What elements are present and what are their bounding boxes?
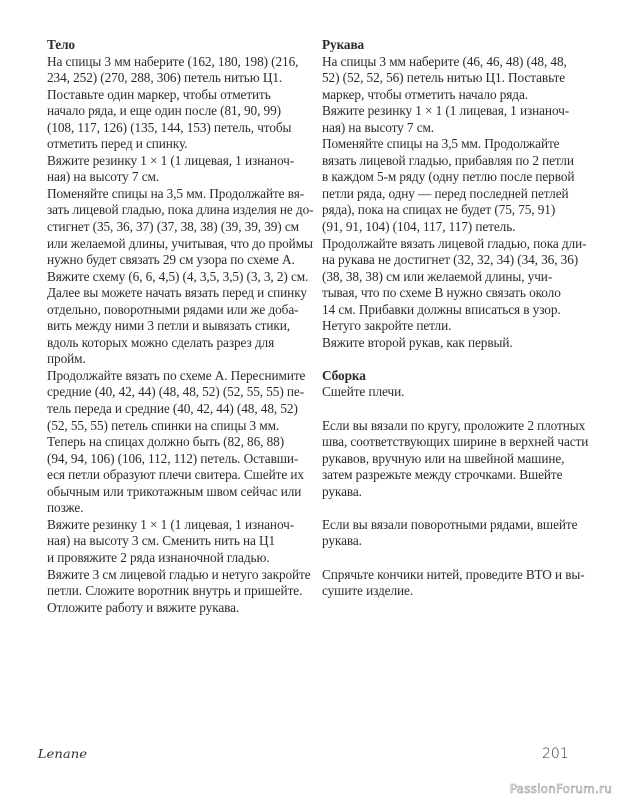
paragraph [322,418,602,501]
text-line: обычным или трикотажным швом сейчас или [47,483,302,499]
body-section-text [47,54,327,617]
text-line: петли ряда, одну — перед последней петлей [322,185,569,201]
text-line: тель переда и средние (40, 42, 44) (48, 48, 52) [47,401,298,417]
sleeves-assembly-column [322,37,602,600]
paragraph [322,384,602,401]
paragraph-gap [322,401,602,418]
text-line: Вяжите схему (6, 6, 4,5) (4, 3,5, 3,5) (3, 3, 2) см. [47,268,309,284]
text-line: зать лицевой гладью, пока длина изделия не до- [47,202,314,218]
text-line: ная) на высоту 7 см. [47,169,160,185]
text-line: Поставьте один маркер, чтобы отметить [47,86,271,102]
author-signature: Lenane [37,747,88,761]
paragraph [322,567,602,600]
text-line: Если вы вязали поворотными рядами, вшейте [322,516,578,532]
text-line: отметить перед и спинку. [47,136,188,152]
text-line: сушите изделие. [322,583,414,599]
text-line: 52) (52, 52, 56) петель нитью Ц1. Поставьте [322,70,566,86]
assembly-section [322,368,602,600]
text-line: Поменяйте спицы на 3,5 мм. Продолжайте вя- [47,185,305,201]
text-line: Спрячьте кончики нитей, проведите ВТО и вы- [322,566,585,582]
text-line: вязать лицевой гладью, прибавляя по 2 петли [322,152,574,168]
section-title-sleeves: Рукава [322,37,365,52]
body-section [47,37,327,616]
text-line: Вяжите резинку 1 × 1 (1 лицевая, 1 изнаноч- [47,152,295,168]
text-line: Поменяйте спицы на 3,5 мм. Продолжайте [322,136,560,152]
text-line: (91, 91, 104) (104, 117, 117) петель. [322,219,516,235]
text-line: Отложите работу и вяжите рукава. [47,599,240,615]
text-line: Вяжите резинку 1 × 1 (1 лицевая, 1 изнаноч- [47,516,295,532]
text-line: стигнет (35, 36, 37) (37, 38, 38) (39, 39, 39) см [47,219,299,235]
text-line: 14 см. Прибавки должны вписаться в узор. [322,301,561,317]
text-line: рукава. [322,533,362,549]
text-line: шва, соответствующих ширине в верхней части [322,434,589,450]
text-line: маркер, чтобы отметить начало ряда. [322,86,528,102]
text-line: (38, 38, 38) см или желаемой длины, учи- [322,268,553,284]
text-line: затем разрежьте между строчками. Вшейте [322,467,563,483]
text-line: тывая, что по схеме В нужно связать около [322,285,561,301]
text-line: начало ряда, и еще один после (81, 90, 99) [47,103,281,119]
paragraph-gap [322,550,602,567]
text-line: пройм. [47,351,86,367]
text-line: (94, 94, 106) (106, 112, 112) петель. Оставши- [47,450,299,466]
text-line: ряда), пока на спицах не будет (75, 75, 91) [322,202,556,218]
section-title-body: Тело [47,37,75,52]
assembly-section-text [322,384,602,599]
text-line: на рукава не достигнет (32, 32, 34) (34, 36, 36) [322,252,579,268]
text-line: средние (40, 42, 44) (48, 48, 52) (52, 55, 55) пе- [47,384,305,400]
text-line: петли. Сложите воротник внутрь и пришейте. [47,583,303,599]
sleeves-section-text [322,54,602,352]
text-line: еся петли образуют плечи свитера. Сшейте их [47,467,304,483]
text-line: и провяжите 2 ряда изнаночной гладью. [47,549,270,565]
text-line: Далее вы можете начать вязать перед и спинку [47,285,307,301]
text-line: 234, 252) (270, 288, 306) петель нитью Ц1. [47,70,283,86]
text-line: Продолжайте вязать лицевой гладью, пока дли- [322,235,587,251]
text-line: Теперь на спицах должно быть (82, 86, 88) [47,434,285,450]
page-number: 201 [542,746,569,762]
text-line: Сшейте плечи. [322,384,405,400]
text-line: рукава. [322,483,362,499]
text-line: или желаемой длины, учитывая, что до проймы [47,235,313,251]
text-line: ная) на высоту 3 см. Сменить нить на Ц1 [47,533,276,549]
section-title-assembly: Сборка [322,367,366,383]
text-line: нужно будет связать 29 см узора по схеме А. [47,252,295,268]
text-line: в каждом 5-м ряду (одну петлю после первой [322,169,575,185]
text-line: Продолжайте вязать по схеме А. Переснимите [47,367,306,383]
text-line: Вяжите резинку 1 × 1 (1 лицевая, 1 изнаноч- [322,103,570,119]
text-line: рукавов, вручную или на швейной машине, [322,450,565,466]
text-line: Если вы вязали по кругу, проложите 2 плотных [322,417,586,433]
text-line: позже. [47,500,84,516]
paragraph [322,517,602,550]
text-line: вить между ними 3 петли и вывязать стики, [47,318,290,334]
text-line: Вяжите второй рукав, как первый. [322,334,513,350]
watermark: PassionForum.ru [509,782,612,796]
text-line: На спицы 3 мм наберите (46, 46, 48) (48, 48, [322,53,567,69]
text-line: вдоль которых можно сделать разрез для [47,334,275,350]
text-line: Нетуго закройте петли. [322,318,452,334]
text-line: Вяжите 3 см лицевой гладью и нетуго закройте [47,566,311,582]
text-line: (108, 117, 126) (135, 144, 153) петель, чтобы [47,119,292,135]
text-line: На спицы 3 мм наберите (162, 180, 198) (216, [47,53,299,69]
sleeves-section [322,37,602,351]
text-line: ная) на высоту 7 см. [322,119,435,135]
spacer [322,351,602,368]
paragraph-gap [322,500,602,517]
text-line: отдельно, поворотными рядами или же доба- [47,301,299,317]
text-line: (52, 55, 55) петель спинки на спицы 3 мм. [47,417,280,433]
